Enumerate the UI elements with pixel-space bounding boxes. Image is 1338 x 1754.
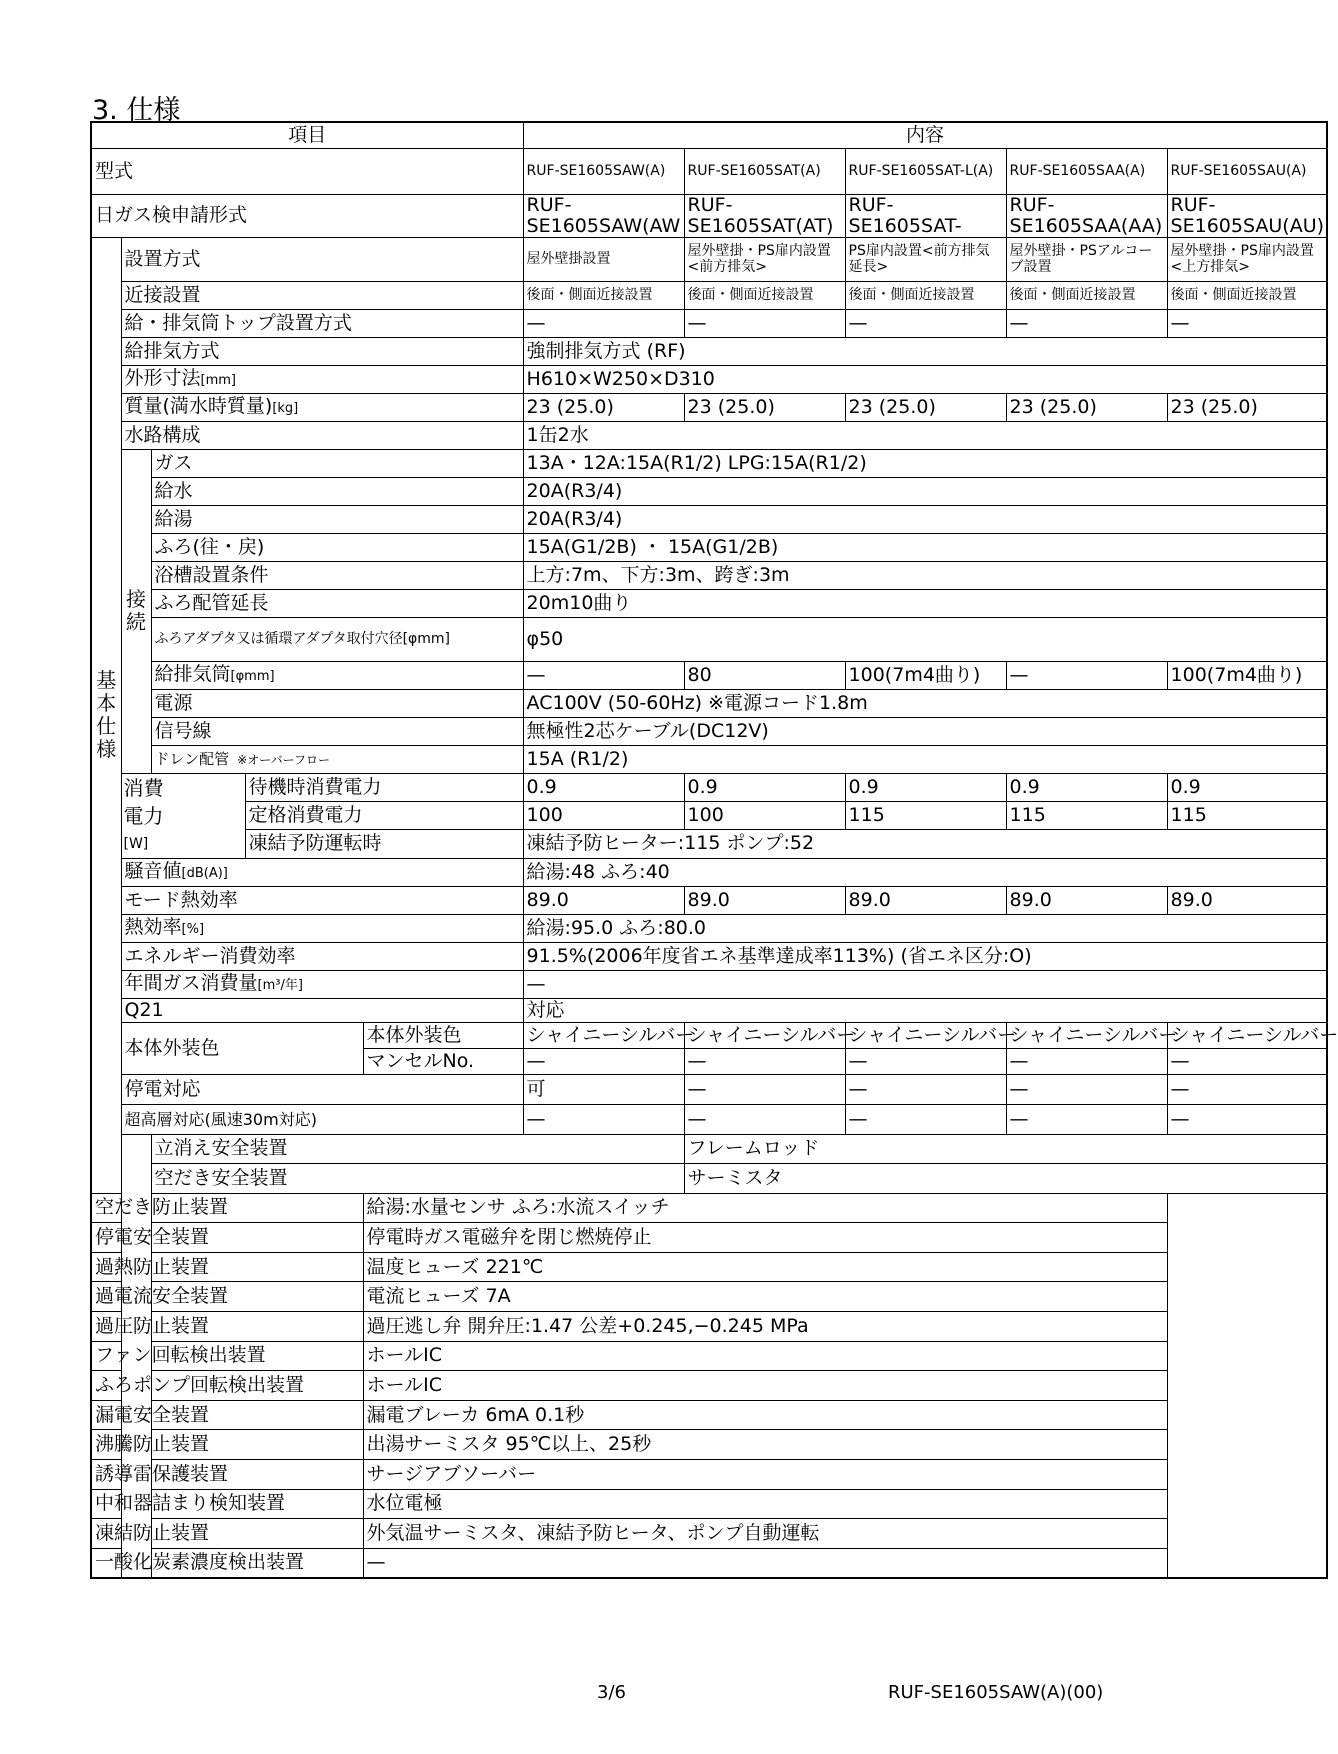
row-label: 過電流安全装置	[91, 1282, 363, 1312]
highrise-label: 超高層対応(風速30m対応)	[124, 1109, 317, 1129]
value-cell: 漏電ブレーカ 6mA 0.1秒	[363, 1400, 1167, 1430]
row-label: 空だき安全装置	[151, 1164, 684, 1194]
row-label: 一酸化炭素濃度検出装置	[91, 1548, 363, 1578]
value-cell: —	[363, 1548, 1167, 1578]
row-label: ふろ配管延長	[151, 589, 523, 617]
value-cell: フレームロッド	[684, 1134, 1327, 1164]
row-label: 凍結予防運転時	[245, 830, 523, 858]
row-label-text: 給排気筒	[154, 662, 231, 685]
row-label: 水路構成	[121, 421, 523, 449]
row-label: 空だき防止装置	[91, 1193, 363, 1223]
value-cell: 0.9	[1167, 773, 1327, 801]
table-row	[91, 337, 1327, 365]
value-cell: 強制排気方式 (RF)	[523, 337, 1327, 365]
value-cell: 出湯サーミスタ 95℃以上、25秒	[363, 1430, 1167, 1460]
value-cell: —	[1006, 1048, 1167, 1074]
value-cell: 23 (25.0)	[684, 393, 845, 421]
table-row	[91, 477, 1327, 505]
value-cell: —	[684, 309, 845, 337]
row-label: 沸騰防止装置	[91, 1430, 363, 1460]
row-label: 凍結防止装置	[91, 1519, 363, 1549]
value-cell: サーミスタ	[684, 1164, 1327, 1194]
value-cell: 0.9	[523, 773, 684, 801]
footer-model: RUF-SE1605SAW(A)(00)	[888, 1682, 1104, 1703]
value-cell: 100(7m4曲り)	[845, 661, 1006, 689]
value-cell: 給湯:95.0 ふろ:80.0	[523, 914, 1327, 942]
row-label: 信号線	[151, 717, 523, 745]
value-cell: RUF-SE1605SAW(AW	[523, 194, 684, 237]
row-label: 給排気方式	[121, 337, 523, 365]
value-cell: シャイニーシルバー	[1006, 1022, 1167, 1048]
row-label: 近接設置	[121, 281, 523, 309]
table-row	[91, 421, 1327, 449]
row-label	[121, 365, 523, 393]
row-label: モード熱効率	[121, 886, 523, 914]
row-label: 停電対応	[121, 1074, 523, 1104]
value-cell: 過圧逃し弁 開弁圧:1.47 公差+0.245,−0.245 MPa	[363, 1312, 1167, 1342]
value-cell: —	[845, 1074, 1006, 1104]
row-label: 誘導雷保護装置	[91, 1460, 363, 1490]
value-cell: 89.0	[523, 886, 684, 914]
value-cell: 23 (25.0)	[523, 393, 684, 421]
value-cell: 115	[1006, 801, 1167, 829]
table-row	[91, 533, 1327, 561]
group-connection	[121, 449, 151, 773]
value-cell: 100	[684, 801, 845, 829]
table-row	[91, 745, 1327, 773]
group-connect-label: 接続	[126, 587, 146, 634]
table-row	[91, 689, 1327, 717]
value-cell: —	[1167, 1074, 1327, 1104]
table-row	[91, 505, 1327, 533]
row-label: 本体外装色	[363, 1022, 523, 1048]
table-row	[91, 309, 1327, 337]
section-title: 3. 仕様	[92, 95, 181, 126]
value-cell: —	[845, 1048, 1006, 1074]
value-cell: RUF-SE1605SAU(AU)	[1167, 194, 1327, 237]
row-label: 給・排気筒トップ設置方式	[121, 309, 523, 337]
unit-label: [kg]	[272, 400, 299, 416]
table-row	[91, 1223, 1327, 1253]
unit-label: [dB(A)]	[181, 865, 228, 881]
unit-label: [φmm]	[230, 668, 275, 684]
table-row	[91, 1022, 1327, 1048]
value-cell: —	[1006, 1074, 1167, 1104]
table-row	[91, 1164, 1327, 1194]
row-label: 定格消費電力	[245, 801, 523, 829]
value-cell: 後面・側面近接設置	[523, 281, 684, 309]
table-row	[91, 970, 1327, 998]
value-cell: 80	[684, 661, 845, 689]
value-cell: 無極性2芯ケーブル(DC12V)	[523, 717, 1327, 745]
table-row	[91, 1134, 1327, 1164]
table-row	[91, 858, 1327, 886]
consumption-label-line: 電力	[123, 803, 164, 828]
value-cell: 電流ヒューズ 7A	[363, 1282, 1167, 1312]
value-cell: —	[845, 309, 1006, 337]
value-cell: —	[684, 1074, 845, 1104]
table-row	[91, 914, 1327, 942]
row-label: 停電安全装置	[91, 1223, 363, 1253]
value-cell: —	[523, 1104, 684, 1134]
value-cell: シャイニーシルバー	[1167, 1022, 1327, 1048]
table-row	[91, 1282, 1327, 1312]
page-number: 3/6	[597, 1682, 626, 1703]
value-cell: PS扉内設置<前方排気延長>	[845, 237, 1006, 281]
row-label	[151, 661, 523, 689]
value-cell: 23 (25.0)	[1167, 393, 1327, 421]
table-row	[91, 1193, 1327, 1223]
value-cell: 23 (25.0)	[1006, 393, 1167, 421]
value-cell: —	[523, 970, 1327, 998]
value-cell: —	[523, 309, 684, 337]
row-label: ふろ(往・戻)	[151, 533, 523, 561]
spec-table	[90, 121, 1338, 1579]
row-label	[121, 970, 523, 998]
header-item: 項目	[91, 122, 523, 148]
value-cell: 15A (R1/2)	[523, 745, 1327, 773]
table-row	[91, 449, 1327, 477]
value-cell: ホールIC	[363, 1341, 1167, 1371]
table-row	[91, 773, 1327, 801]
table-row	[91, 281, 1327, 309]
row-label: 浴槽設置条件	[151, 561, 523, 589]
consumption-label-line: 消費	[123, 775, 164, 800]
table-row	[91, 1371, 1327, 1401]
drain-note: ※オーバーフロー	[237, 752, 330, 767]
value-cell: —	[1167, 309, 1327, 337]
consumption-label-line: [W]	[123, 835, 149, 852]
table-row	[91, 801, 1327, 829]
value-cell: 温度ヒューズ 221℃	[363, 1252, 1167, 1282]
unit-label: [%]	[181, 921, 205, 937]
value-cell: 89.0	[684, 886, 845, 914]
value-cell: 可	[523, 1074, 684, 1104]
value-cell: RUF-SE1605SAA(AA)	[1006, 194, 1167, 237]
value-cell: 後面・側面近接設置	[684, 281, 845, 309]
value-cell: 89.0	[845, 886, 1006, 914]
row-label: 電源	[151, 689, 523, 717]
value-cell: —	[1006, 661, 1167, 689]
value-cell: 外気温サーミスタ、凍結予防ヒータ、ポンプ自動運転	[363, 1519, 1167, 1549]
row-label: 本体外装色	[121, 1022, 363, 1074]
row-label-text: 外形寸法	[124, 366, 201, 389]
row-label: ファン回転検出装置	[91, 1341, 363, 1371]
table-row	[91, 617, 1327, 661]
value-cell: 100	[523, 801, 684, 829]
value-cell: シャイニーシルバー	[684, 1022, 845, 1048]
row-label: ガス	[151, 449, 523, 477]
header-content: 内容	[523, 122, 1327, 148]
row-label	[121, 1104, 523, 1134]
row-label: 型式	[91, 148, 523, 194]
value-cell: 91.5%(2006年度省エネ基準達成率113%) (省エネ区分:O)	[523, 942, 1327, 970]
value-cell: —	[1167, 1048, 1327, 1074]
value-cell: シャイニーシルバー	[523, 1022, 684, 1048]
value-cell: —	[523, 661, 684, 689]
unit-label: [m³/年]	[257, 977, 303, 993]
value-cell: —	[1006, 309, 1167, 337]
table-row	[91, 1489, 1327, 1519]
value-cell: 給湯:48 ふろ:40	[523, 858, 1327, 886]
row-label: Q21	[121, 998, 523, 1022]
table-row	[91, 1400, 1327, 1430]
row-label: ふろアダプタ又は循環アダプタ取付穴径[φmm]	[151, 617, 523, 661]
row-label	[151, 745, 523, 773]
value-cell: —	[1006, 1104, 1167, 1134]
table-row	[91, 237, 1327, 281]
row-label-text: 騒音値	[124, 859, 182, 882]
value-cell: —	[684, 1048, 845, 1074]
value-cell: 屋外壁掛・PS扉内設置<上方排気>	[1167, 237, 1327, 281]
row-label	[121, 858, 523, 886]
table-row	[91, 1548, 1327, 1578]
value-cell: 凍結予防ヒーター:115 ポンプ:52	[523, 830, 1327, 858]
value-cell: 屋外壁掛設置	[523, 237, 684, 281]
table-row	[91, 589, 1327, 617]
value-cell: —	[523, 1048, 684, 1074]
value-cell: 100(7m4曲り)	[1167, 661, 1327, 689]
value-cell: 後面・側面近接設置	[845, 281, 1006, 309]
value-cell: —	[1167, 1104, 1327, 1134]
row-label: 日ガス検申請形式	[91, 194, 523, 237]
value-cell: 後面・側面近接設置	[1167, 281, 1327, 309]
table-row	[91, 942, 1327, 970]
value-cell: RUF-SE1605SAW(A)	[523, 148, 684, 194]
row-label: 立消え安全装置	[151, 1134, 684, 1164]
table-row	[91, 1252, 1327, 1282]
value-cell: 上方:7m、下方:3m、跨ぎ:3m	[523, 561, 1327, 589]
value-cell: 20A(R3/4)	[523, 505, 1327, 533]
value-cell: 対応	[523, 998, 1327, 1022]
value-cell: 水位電極	[363, 1489, 1167, 1519]
value-cell: 1缶2水	[523, 421, 1327, 449]
table-row	[91, 1430, 1327, 1460]
value-cell: 13A・12A:15A(R1/2) LPG:15A(R1/2)	[523, 449, 1327, 477]
table-row	[91, 393, 1327, 421]
value-cell: 115	[845, 801, 1006, 829]
value-cell: 115	[1167, 801, 1327, 829]
value-cell: 後面・側面近接設置	[1006, 281, 1167, 309]
value-cell: 0.9	[1006, 773, 1167, 801]
row-label-text: 質量(満水時質量)	[124, 394, 273, 417]
row-label: 過熱防止装置	[91, 1252, 363, 1282]
value-cell: 89.0	[1167, 886, 1327, 914]
table-row	[91, 1104, 1327, 1134]
row-label: ふろポンプ回転検出装置	[91, 1371, 363, 1401]
row-label: 過圧防止装置	[91, 1312, 363, 1342]
value-cell: —	[684, 1104, 845, 1134]
row-label: 設置方式	[121, 237, 523, 281]
row-label	[121, 393, 523, 421]
table-row	[91, 661, 1327, 689]
value-cell: 89.0	[1006, 886, 1167, 914]
value-cell: 15A(G1/2B) ・ 15A(G1/2B)	[523, 533, 1327, 561]
value-cell: 屋外壁掛・PS扉内設置<前方排気>	[684, 237, 845, 281]
value-cell: RUF-SE1605SAU(A)	[1167, 148, 1327, 194]
value-cell: H610×W250×D310	[523, 365, 1327, 393]
table-row	[91, 1460, 1327, 1490]
table-row	[91, 1074, 1327, 1104]
drain-label: ドレン配管	[154, 749, 230, 768]
group-basic-spec	[91, 237, 121, 1193]
unit-label: [mm]	[200, 372, 236, 388]
value-cell: 23 (25.0)	[845, 393, 1006, 421]
table-row	[91, 1312, 1327, 1342]
table-row	[91, 148, 1327, 194]
row-label	[121, 914, 523, 942]
table-row	[91, 561, 1327, 589]
value-cell: RUF-SE1605SAT(AT)	[684, 194, 845, 237]
value-cell: 20A(R3/4)	[523, 477, 1327, 505]
value-cell: 停電時ガス電磁弁を閉じ燃焼停止	[363, 1223, 1167, 1253]
consumption-label	[121, 773, 245, 858]
value-cell: サージアブソーバー	[363, 1460, 1167, 1490]
value-cell: 0.9	[845, 773, 1006, 801]
value-cell: シャイニーシルバー	[845, 1022, 1006, 1048]
value-cell: 給湯:水量センサ ふろ:水流スイッチ	[363, 1193, 1167, 1223]
table-row	[91, 1341, 1327, 1371]
value-cell: ホールIC	[363, 1371, 1167, 1401]
value-cell: RUF-SE1605SAT-	[845, 194, 1006, 237]
value-cell: AC100V (50-60Hz) ※電源コード1.8m	[523, 689, 1327, 717]
value-cell: 屋外壁掛・PSアルコーブ設置	[1006, 237, 1167, 281]
value-cell: RUF-SE1605SAA(A)	[1006, 148, 1167, 194]
row-label: 給水	[151, 477, 523, 505]
table-row	[91, 886, 1327, 914]
row-label-text: 熱効率	[124, 915, 182, 938]
group-basic-label: 基本仕様	[96, 668, 117, 762]
value-cell: RUF-SE1605SAT-L(A)	[845, 148, 1006, 194]
table-row	[91, 998, 1327, 1022]
row-label: 給湯	[151, 505, 523, 533]
row-label: 中和器詰まり検知装置	[91, 1489, 363, 1519]
value-cell: RUF-SE1605SAT(A)	[684, 148, 845, 194]
value-cell: φ50	[523, 617, 1327, 661]
value-cell: —	[845, 1104, 1006, 1134]
table-row	[91, 717, 1327, 745]
value-cell: 20m10曲り	[523, 589, 1327, 617]
row-label: エネルギー消費効率	[121, 942, 523, 970]
table-row	[91, 1519, 1327, 1549]
row-label: 待機時消費電力	[245, 773, 523, 801]
table-row	[91, 122, 1327, 148]
row-label-text: 年間ガス消費量	[124, 971, 258, 994]
row-label: 漏電安全装置	[91, 1400, 363, 1430]
row-label: マンセルNo.	[363, 1048, 523, 1074]
table-row	[91, 194, 1327, 237]
value-cell: 0.9	[684, 773, 845, 801]
table-row	[91, 830, 1327, 858]
table-row	[91, 365, 1327, 393]
